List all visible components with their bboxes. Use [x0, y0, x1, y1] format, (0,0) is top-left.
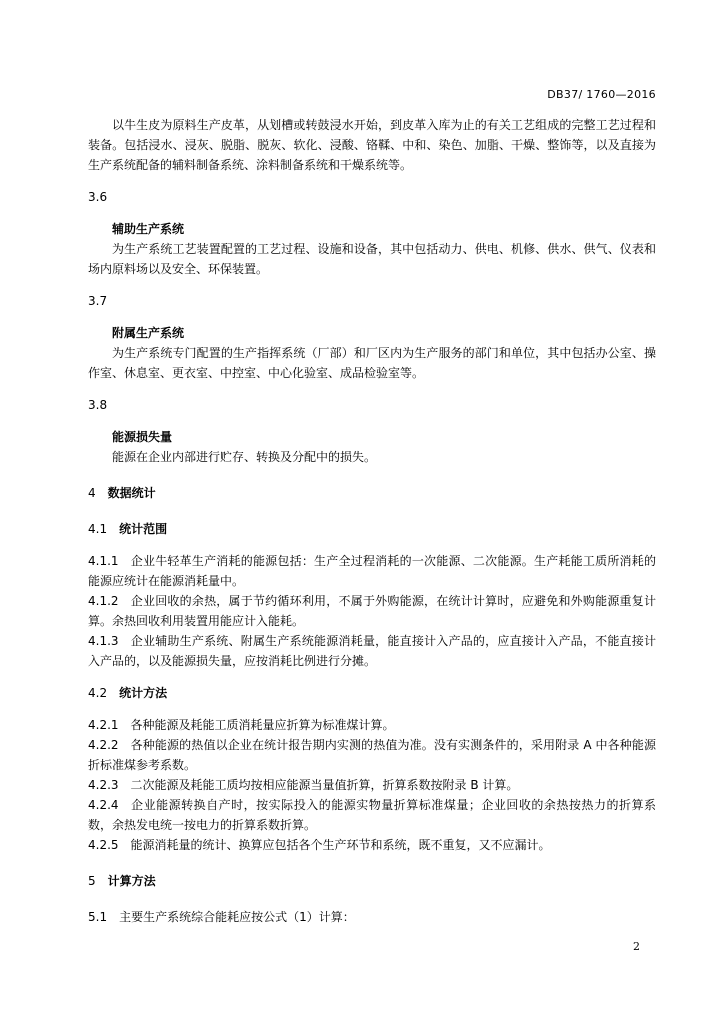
section-4-2-number: 4.2	[88, 686, 108, 700]
section-4-2-title: 统计方法	[119, 686, 168, 700]
section-4-1-title: 统计范围	[119, 522, 168, 536]
document-code: DB37/ 1760—2016	[547, 88, 656, 101]
section-4-heading	[88, 483, 656, 503]
clause-4-2-1: 4.2.1 各种能源及耗能工质消耗量应折算为标准煤计算。	[88, 718, 395, 732]
term-number-3-6: 3.6	[88, 190, 108, 204]
term-title-3-7: 附属生产系统	[112, 326, 185, 340]
section-4-1-number: 4.1	[88, 522, 108, 536]
clause-5-1: 5.1 主要生产系统综合能耗应按公式（1）计算：	[88, 910, 355, 924]
clause-4-1-2: 4.1.2 企业回收的余热，属于节约循环利用，不属于外购能源，在统计计算时，应避免和外购能源重复计算。余热回收利用装置用能应计入能耗。	[88, 594, 656, 628]
term-text-3-8: 能源在企业内部进行贮存、转换及分配中的损失。	[112, 450, 377, 464]
term-number-3-7: 3.7	[88, 294, 108, 308]
term-text-3-7: 为生产系统专门配置的生产指挥系统（厂部）和厂区内为生产服务的部门和单位，其中包括办公室、操作室、休息室、更衣室、中控室、中心化验室、成品检验室等。	[88, 346, 656, 380]
section-4-2-heading	[88, 683, 656, 703]
section-4-1-heading	[88, 519, 656, 539]
page-number: 2	[633, 940, 640, 953]
clause-4-2-4: 4.2.4 企业能源转换自产时，按实际投入的能源实物量折算标准煤量；企业回收的余热按热力的折算系数，余热发电统一按电力的折算系数折算。	[88, 798, 656, 832]
section-5-number: 5	[88, 874, 96, 888]
section-4-title: 数据统计	[107, 486, 156, 500]
term-number-3-8: 3.8	[88, 398, 108, 412]
document-body	[88, 115, 656, 927]
intro-paragraph: 以牛生皮为原料生产皮革，从划槽或转鼓浸水开始，到皮革入库为止的有关工艺组成的完整工艺过程和装备。包括浸水、浸灰、脱脂、脱灰、软化、浸酸、铬鞣、中和、染色、加脂、干燥、整饰等，以及直接为生产系统配备的辅料制备系统、涂料制备系统和干燥系统等。	[88, 118, 656, 172]
term-title-3-8: 能源损失量	[112, 430, 173, 444]
section-5-heading	[88, 871, 656, 891]
section-4-number: 4	[88, 486, 96, 500]
term-title-3-6: 辅助生产系统	[112, 222, 185, 236]
term-text-3-6: 为生产系统工艺装置配置的工艺过程、设施和设备，其中包括动力、供电、机修、供水、供气、仪表和场内原料场以及安全、环保装置。	[88, 242, 656, 276]
clause-4-2-5: 4.2.5 能源消耗量的统计、换算应包括各个生产环节和系统，既不重复，又不应漏计。	[88, 838, 551, 852]
clause-4-2-3: 4.2.3 二次能源及耗能工质均按相应能源当量值折算，折算系数按附录 B 计算。	[88, 778, 519, 792]
clause-4-1-1: 4.1.1 企业牛轻革生产消耗的能源包括：生产全过程消耗的一次能源、二次能源。生产耗能工质所消耗的能源应统计在能源消耗量中。	[88, 554, 656, 588]
clause-4-1-3: 4.1.3 企业辅助生产系统、附属生产系统能源消耗量，能直接计入产品的，应直接计入产品，不能直接计入产品的，以及能源损失量，应按消耗比例进行分摊。	[88, 634, 656, 668]
clause-4-2-2: 4.2.2 各种能源的热值以企业在统计报告期内实测的热值为准。没有实测条件的，采用附录 A 中各种能源折标准煤参考系数。	[88, 738, 656, 772]
section-5-title: 计算方法	[107, 874, 156, 888]
